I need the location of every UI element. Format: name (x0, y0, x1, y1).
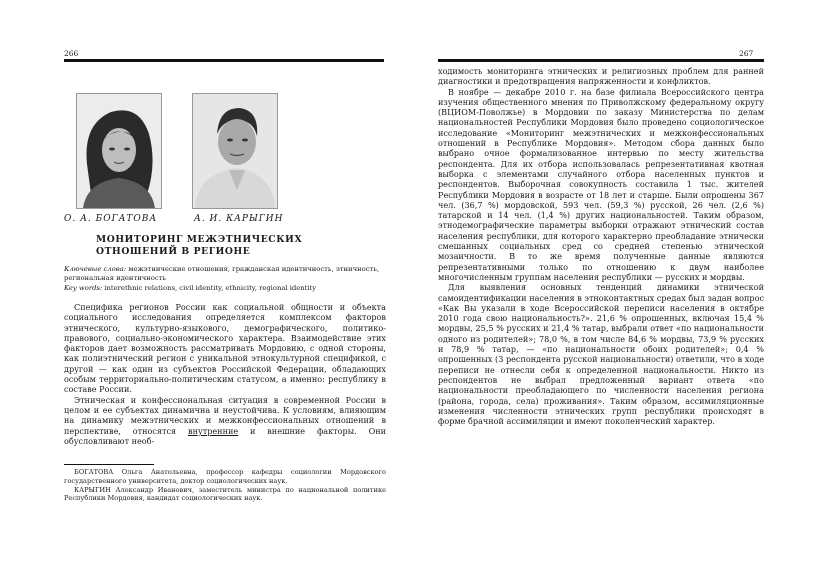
right-page (410, 0, 820, 580)
keywords-ru-label: Ключевые слова: (64, 265, 127, 273)
header-rule-left (64, 59, 384, 62)
footnote-rule (64, 464, 154, 465)
portrait-man-icon (193, 94, 277, 208)
right-paragraph-2: В ноябре — декабре 2010 г. на базе филиала Всероссийского центра изучения общественного мнения по Приволжскому федеральному округу (ВЦИОМ-Поволжье) в Мордовии по заказу Министерства по делам национальностей Республики Мордовия было проведено социологическое исследование «Мониторинг межэтнических и межконфессиональных отношений в Республике Мордовия». Методом сбора данных было выбрано очное формализованное интервью по месту жительства респондента. Для их отбора использовалась репрезентативная квотная выборка с элементами случайного отбора населенных пунктов и респондентов. Выборочная совокупность составила 1 тыс. жителей Республики Мордовия в возрасте от 18 лет и старше. Были опрошены 367 чел. (36,7 %) мордовской, 593 чел. (59,3 %) русской, 26 чел. (2,6 %) татарской и 14 чел. (1,4 %) других национальностей. Таким образом, этнодемографические параметры выборки отражают этнический состав населения республики, для которого характерно преобладание этнически смешанных социальных сред со средней степенью этнической мозаичности. В то же время полученные данные являются репрезентативными только по отношению к двум наиболее многочисленным группам населения республики — русских и мордвы. (438, 86, 764, 282)
left-paragraph-2-underlined: внутренние (188, 425, 239, 436)
left-paragraph-1: Специфика регионов России как социальной общности и объекта социального исследования определяется комплексом факторов этнического, культурно-языкового, демографического, политико-правового, социально-экономического характера. Взаимодействие этих факторов дает возможность рассматривать Мордовию, с одной стороны, как полиэтнический регион с уникальной этнокультурной спецификой, с другой — как один из субъектов Российской Федерации, обладающих особым территориально-политическим статусом, а именно: республику в составе России. (64, 302, 386, 395)
right-paragraph-1: ходимость мониторинга этнических и религиозных проблем для ранней диагностики и предотвращения напряженности и конфликтов. (438, 66, 764, 87)
left-paragraph-2 (64, 395, 386, 446)
title-line-1: МОНИТОРИНГ МЕЖЭТНИЧЕСКИХ (96, 234, 303, 245)
author-name-2: А. И. КАРЫГИН (194, 214, 284, 224)
keywords-ru-text: межэтнические отношения, гражданская идентичность, этничность, региональная идентичность (64, 265, 380, 283)
article-title (96, 234, 316, 258)
footnote-2: КАРЫГИН Александр Иванович, заместитель министра по национальной политике Республики Мордовия, кандидат социологических наук. (64, 485, 386, 503)
left-body-text (64, 302, 386, 446)
portrait-woman-icon (77, 94, 161, 208)
page-number-left: 266 (64, 49, 79, 58)
left-paragraph-2-part1: Этническая и конфессиональная ситуация в современной России в целом и ее субъектах динамична и неустойчива. К условиям, влияющим на динамику межэтнических и межконфессиональных отношений в перспективе, относятся (64, 394, 386, 436)
page-number-right: 267 (739, 49, 754, 58)
author-photo-karygin (192, 93, 278, 209)
footnote-1: БОГАТОВА Ольга Анатольевна, профессор кафедры социологии Мордовского государственного университета, доктор социологических наук. (64, 468, 386, 485)
footnotes (64, 468, 386, 503)
title-line-2: ОТНОШЕНИЙ В РЕГИОНЕ (96, 246, 251, 257)
right-body-text (438, 66, 764, 426)
right-paragraph-3: Для выявления основных тенденций динамики этнической самоидентификации населения в этноконтактных средах был задан вопрос «Как Вы указали в ходе Всероссийской переписи населения в октябре 2010 года свою национальность?». 21,6 % опрошенных, включая 15,4 % мордвы, 25,5 % русских и 21,4 % татар, выбрали ответ «по национальности одного из родителей»; 78,0 %, в том числе 84,6 % мордвы, 73,9 % русских и 78,9 % татар, — «по национальности обоих родителей»; 0,4 % опрошенных (3 респондента русской национальности) ответили, что в ходе переписи не отнесли себя к определенной национальности. Никто из респондентов не выбрал предложенный вариант ответа «по национальности преобладающего по численности населения региона (района, города, села) проживания». Таким образом, ассимиляционные изменения численности этнических групп республики происходят в форме брачной ассимиляции и имеют поколенческий характер. (438, 282, 764, 427)
keywords-en-label: Key words: (64, 284, 103, 292)
keywords-ru (64, 265, 386, 284)
keywords-en (64, 284, 386, 293)
left-paragraph-2-part2: и внешние факторы. Они обусловливают необ- (64, 425, 386, 446)
header-rule-right (438, 59, 764, 62)
author-photo-bogatova (76, 93, 162, 209)
author-name-1: О. А. БОГАТОВА (64, 214, 158, 224)
keywords-en-text: interethnic relations, civil identity, ethnicity, regional identity (102, 284, 317, 292)
